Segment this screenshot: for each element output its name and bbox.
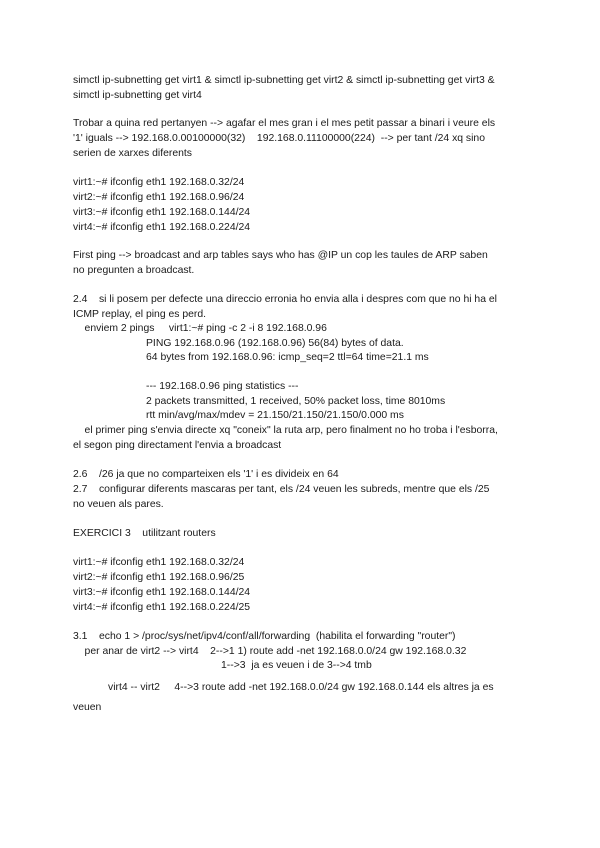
first-ping-line-1: First ping --> broadcast and arp tables says who has @IP un cop les taules de ARP saben xyxy=(73,250,488,261)
ping-stats-line: rtt min/avg/max/mdev = 21.150/21.150/21.150/0.000 ms xyxy=(146,410,404,421)
ping-command-line: enviem 2 pings virt1:~# ping -c 2 -i 8 192.168.0.96 xyxy=(73,323,327,334)
exercici-3-heading: EXERCICI 3 utilitzant routers xyxy=(73,528,216,539)
ifconfig-25-line: virt1:~# ifconfig eth1 192.168.0.32/24 xyxy=(73,557,245,568)
network-paragraph-line-3: serien de xarxes diferents xyxy=(73,148,192,159)
section-2-7-line-1: 2.7 configurar diferents mascaras per tant, els /24 veuen les subreds, mentre que els /25 xyxy=(73,484,490,495)
section-3-1-line-2: per anar de virt2 --> virt4 2-->1 1) route add -net 192.168.0.0/24 gw 192.168.0.32 xyxy=(73,646,467,657)
simctl-command-line-1: simctl ip-subnetting get virt1 & simctl ip-subnetting get virt2 & simctl ip-subnetting get virt3 & xyxy=(73,75,495,86)
section-2-4-line-2: ICMP replay, el ping es perd. xyxy=(73,309,207,320)
ifconfig-24-line: virt3:~# ifconfig eth1 192.168.0.144/24 xyxy=(73,207,251,218)
ifconfig-24-line: virt2:~# ifconfig eth1 192.168.0.96/24 xyxy=(73,192,245,203)
ping-note-line-2: el segon ping directament l'envia a broadcast xyxy=(73,440,282,451)
section-2-7-line-2: no veuen als pares. xyxy=(73,499,164,510)
section-3-1-line-5: veuen xyxy=(73,702,102,713)
ifconfig-24-line: virt4:~# ifconfig eth1 192.168.0.224/24 xyxy=(73,222,251,233)
network-paragraph-line-1: Trobar a quina red pertanyen --> agafar el mes gran i el mes petit passar a binari i veure els xyxy=(73,118,496,129)
network-paragraph-line-2: '1' iguals --> 192.168.0.00100000(32) 192.168.0.11100000(224) --> per tant /24 xq sino xyxy=(73,133,485,144)
simctl-command-line-2: simctl ip-subnetting get virt4 xyxy=(73,90,202,101)
ping-output-line: 64 bytes from 192.168.0.96: icmp_seq=2 ttl=64 time=21.1 ms xyxy=(146,352,429,363)
section-3-1-line-1: 3.1 echo 1 > /proc/sys/net/ipv4/conf/all/forwarding (habilita el forwarding "router") xyxy=(73,631,456,642)
section-2-4-line-1: 2.4 si li posem per defecte una direccio erronia ho envia alla i despres com que no hi ha el xyxy=(73,294,497,305)
ping-output-line: PING 192.168.0.96 (192.168.0.96) 56(84) bytes of data. xyxy=(146,338,404,349)
first-ping-line-2: no pregunten a broadcast. xyxy=(73,265,195,276)
ifconfig-25-line: virt2:~# ifconfig eth1 192.168.0.96/25 xyxy=(73,572,245,583)
section-3-1-line-3: 1-->3 ja es veuen i de 3-->4 tmb xyxy=(221,660,372,671)
ifconfig-25-line: virt3:~# ifconfig eth1 192.168.0.144/24 xyxy=(73,587,251,598)
ping-note-line-1: el primer ping s'envia directe xq "coneix" la ruta arp, pero finalment no ho troba i l'esborra, xyxy=(73,425,498,436)
section-3-1-line-4: virt4 -- virt2 4-->3 route add -net 192.168.0.0/24 gw 192.168.0.144 els altres ja es xyxy=(108,682,494,693)
ifconfig-25-line: virt4:~# ifconfig eth1 192.168.0.224/25 xyxy=(73,602,251,613)
ifconfig-24-line: virt1:~# ifconfig eth1 192.168.0.32/24 xyxy=(73,177,245,188)
ping-stats-line: 2 packets transmitted, 1 received, 50% packet loss, time 8010ms xyxy=(146,396,446,407)
section-2-6-line: 2.6 /26 ja que no comparteixen els '1' i es divideix en 64 xyxy=(73,469,339,480)
ping-stats-header: --- 192.168.0.96 ping statistics --- xyxy=(146,381,299,392)
